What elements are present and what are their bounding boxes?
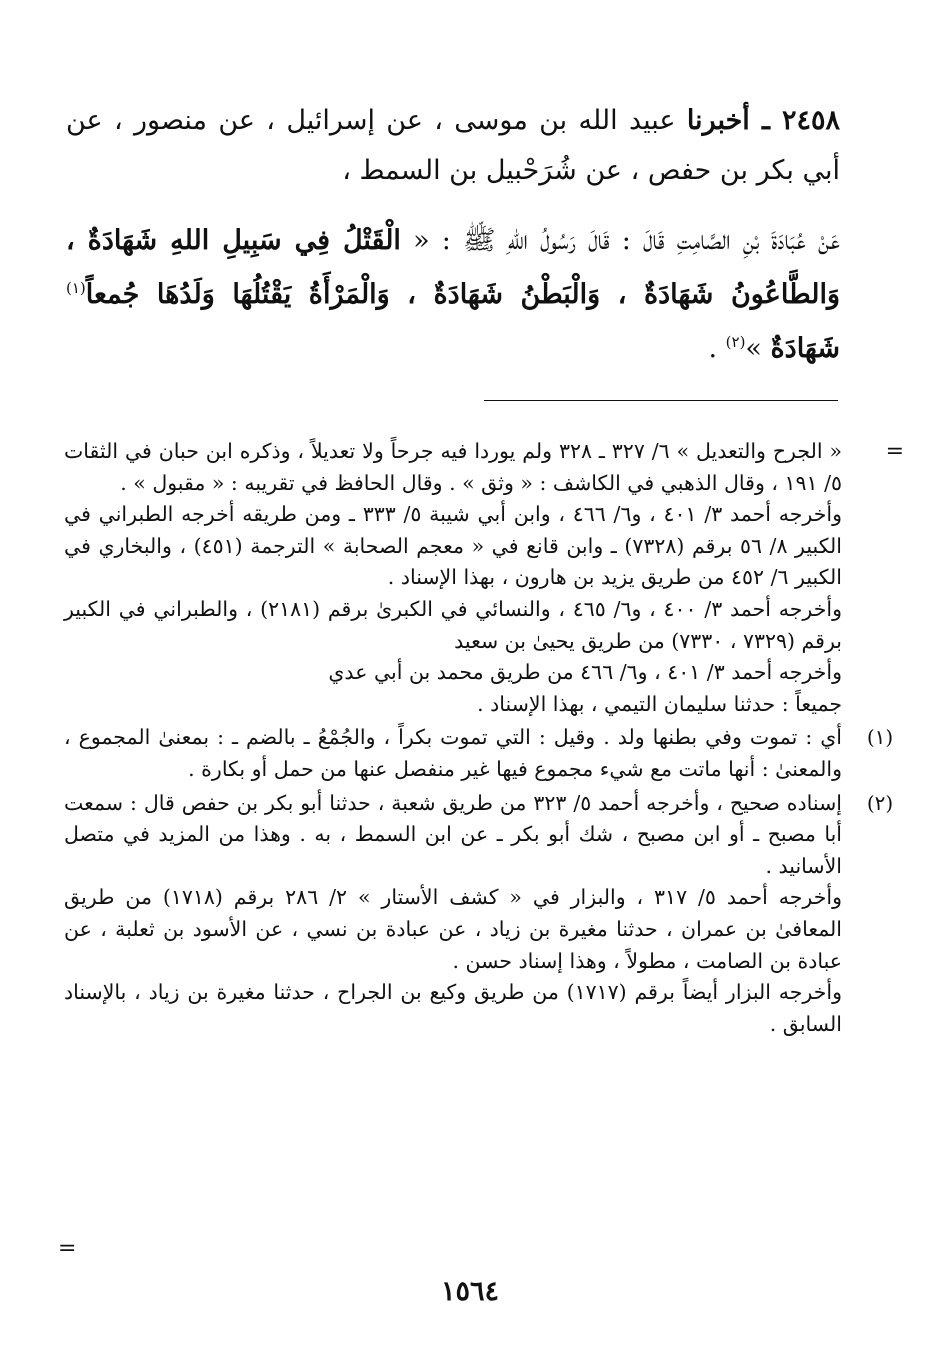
hadith-isnad [66,96,840,196]
hadith-matn [66,214,840,376]
continuation-paragraph-1: « الجرح والتعديل » ٦/ ٣٢٧ ـ ٣٢٨ ولم يوردا فيه جرحاً ولا تعديلاً ، وذكره ابن حبان في الثقات ٥/ ١٩١ ، وقال الذهبي في الكاشف : « وثق » . وقال الحافظ في تقريبه : « مقبول » . [64,439,842,495]
footnote-2-paragraph-2: وأخرجه أحمد ٥/ ٣١٧ ، والبزار في « كشف الأستار » ٢/ ٢٨٦ برقم (١٧١٨) من طريق المعافىٰ بن عمران ، حدثنا مغيرة بن زياد ، عن عبادة بن نسي ، عن الأسود بن ثعلبة ، عن عبادة بن الصامت ، مطولاً ، وهذا إسناد حسن . [64,885,842,973]
continuation-paragraph-4: وأخرجه أحمد ٣/ ٤٠١ ، و٦/ ٤٦٦ من طريق محمد بن أبي عدي [328,660,842,685]
footnote-end-marker: = [58,1236,77,1261]
footnote-continuation [64,436,904,720]
footnote-ref-1: (١) [66,279,86,297]
continuation-paragraph-3: وأخرجه أحمد ٣/ ٤٠٠ ، و٦/ ٤٦٥ ، والنسائي في الكبرىٰ برقم (٢١٨١) ، والطبراني في الكبير برقم (٧٣٢٩ ، ٧٣٣٠) من طريق يحيىٰ بن سعيد [64,596,842,653]
footnote-2 [64,788,894,1041]
page-number: ١٥٦٤ [440,1276,499,1307]
akhbarana-word: أخبرنا [686,105,750,136]
hadith-dash: ـ [749,105,782,136]
matn-end: . [708,333,726,364]
footnote-divider [484,400,838,401]
matn-intro: عَنْ عُبَادَةَ بْنِ الصَّامِتِ قَالَ : قَالَ رَسُولُ اللهِ ﷺ : « [400,225,840,256]
footnote-1-text: أي : تموت وفي بطنها ولد . وقيل : التي تموت بكراً ، والجُمْعُ ـ بالضم ـ : بمعنىٰ المجموع ، والمعنىٰ : أنها ماتت مع شيء مجموع فيها غير منفصل عنها من حمل أو بكارة . [64,725,842,781]
footnote-1 [64,722,894,785]
footnote-1-marker: (١) [866,725,894,750]
hadith-number: ٢٤٥٨ [781,105,840,136]
continuation-marker: = [885,439,904,464]
matn-close-quote: » [745,333,771,364]
footnote-2-text: إسناده صحيح ، وأخرجه أحمد ٥/ ٣٢٣ من طريق شعبة ، حدثنا أبو بكر بن حفص قال : سمعت أبا مصبح ـ أو ابن مصبح ، شك أبو بكر ـ عن ابن السمط ، به . وهذا من المزيد في متصل الأسانيد . [64,790,842,878]
isnad-chain: عبيد الله بن موسى ، عن إسرائيل ، عن منصور ، عن أبي بكر بن حفص ، عن شُرَحْبيل بن السمط ، [66,105,840,186]
continuation-paragraph-5: جميعاً : حدثنا سليمان التيمي ، بهذا الإسناد . [477,691,842,716]
matn-bold-part-1: الْقَتْلُ فِي سَبِيلِ اللهِ شَهَادَةٌ ، وَالطَّاعُونُ شَهَادَةٌ ، وَالْبَطْنُ شَهَادَةٌ ، وَالْمَرْأَةُ يَقْتُلُهَا وَلَدُهَا جُمعاً [66,225,840,310]
footnote-2-paragraph-3: وأخرجه البزار أيضاً برقم (١٧١٧) من طريق وكيع بن الجراح ، حدثنا مغيرة بن زياد ، بالإسناد السابق . [64,980,842,1036]
continuation-paragraph-2: وأخرجه أحمد ٣/ ٤٠١ ، و٦/ ٤٦٦ ، وابن أبي شيبة ٥/ ٣٣٣ ـ ومن طريقه أخرجه الطبراني في الكبير ٨/ ٥٦ برقم (٧٣٢٨) ـ وابن قانع في « معجم الصحابة » الترجمة (٤٥١) ، والبخاري في الكبير ٦/ ٤٥٢ من طريق يزيد بن هارون ، بهذا الإسناد . [64,502,842,590]
footnote-2-marker: (٢) [866,790,894,815]
matn-bold-part-2: شَهَادَةٌ [770,333,840,364]
footnote-ref-2: (٢) [725,333,746,351]
hadith-main-text [66,96,840,376]
footnotes [64,436,904,1042]
